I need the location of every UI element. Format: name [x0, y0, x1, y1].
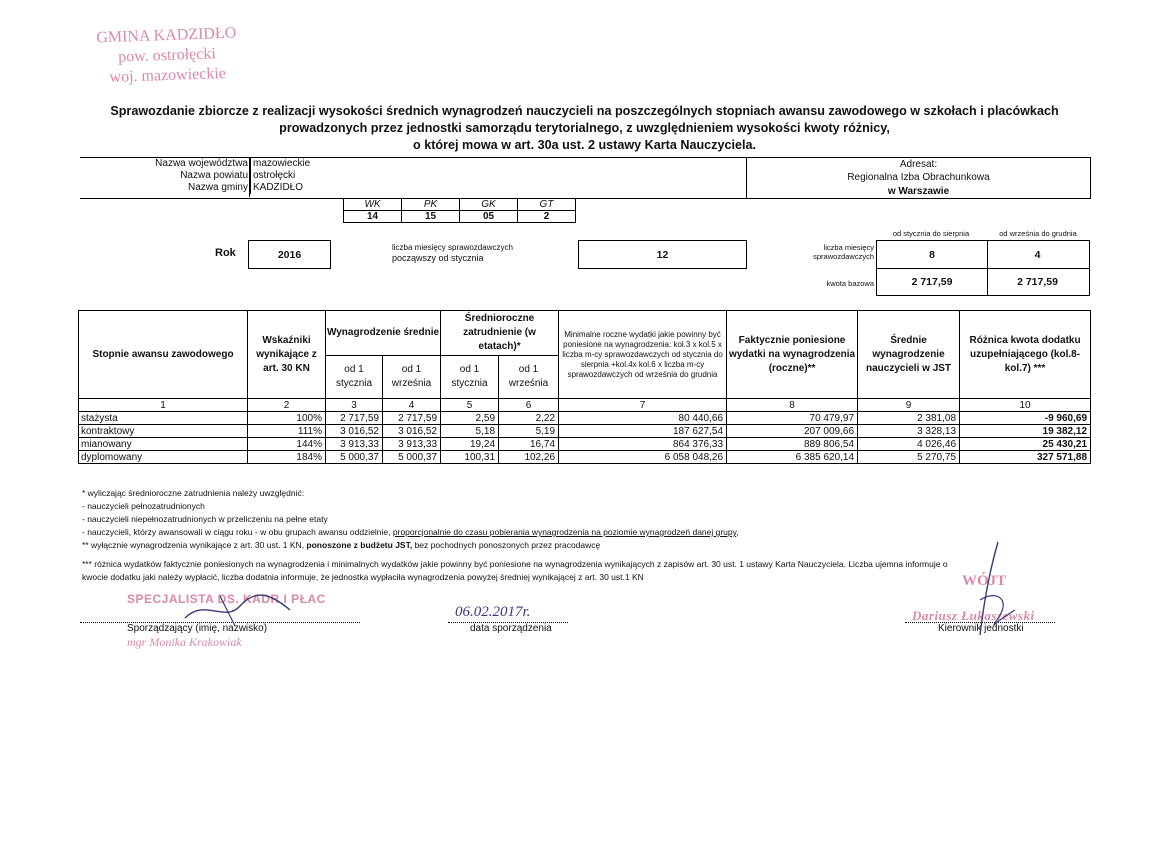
idx-8: 8: [727, 399, 858, 412]
cell: stażysta: [79, 412, 248, 425]
h-zatrudnienie: Średnioroczne zatrudnienie (w etatach)*: [441, 311, 559, 356]
months-value: 12: [578, 240, 747, 269]
cell: 2 717,59: [326, 412, 383, 425]
cell: 102,26: [499, 451, 559, 464]
codes-table: [343, 198, 576, 223]
woj-value: mazowieckie: [251, 158, 331, 170]
rok-label: Rok: [215, 247, 236, 259]
rb-months-1: 8: [876, 240, 988, 269]
note-5b: ponoszone z budżetu JST,: [306, 540, 413, 550]
idx-7: 7: [559, 399, 727, 412]
title-line-2: prowadzonych przez jednostki samorządu terytorialnego, z uwzględnieniem wysokości kwoty różnicy,: [279, 121, 890, 135]
cell: dyplomowany: [79, 451, 248, 464]
info-divider: [249, 157, 250, 197]
cell: 2,59: [441, 412, 499, 425]
cell: 2 717,59: [383, 412, 441, 425]
cell: 2,22: [499, 412, 559, 425]
note-4b: proporcjonalnie do czasu pobierania wynagrodzenia na poziomie wynagrodzeń danej grupy: [392, 527, 737, 537]
rb-kwota-2: 2 717,59: [986, 268, 1090, 296]
footnotes: [82, 487, 1092, 584]
stamp-line-1: GMINA KADZIDŁO: [96, 24, 237, 47]
h-od-1: od 1 stycznia: [326, 356, 383, 399]
cell: 5,18: [441, 425, 499, 438]
h-od-3: od 1 stycznia: [441, 356, 499, 399]
note-6: *** różnica wydatków faktycznie poniesionych na wynagrodzenia i minimalnych wydatków jakie powinny być poniesione na wynagrodzenia wynikających z zapisów art. 30 ust. 1 ustawy Karta Nauczyciela. Liczba ujemna informuje o: [82, 559, 948, 569]
h-roznica: Różnica kwota dodatku uzupełniającego (kol.8-kol.7) ***: [960, 311, 1091, 399]
cell: 19 382,12: [960, 425, 1091, 438]
rb-col1-header: od stycznia do sierpnia: [892, 229, 970, 238]
code-value-pk: 15: [402, 211, 460, 223]
cell: 100,31: [441, 451, 499, 464]
code-value-gk: 05: [460, 211, 518, 223]
code-header-gk: GK: [460, 199, 518, 211]
salary-table: [78, 310, 1091, 464]
note-4c: ,: [736, 527, 739, 537]
pow-value: ostrołęcki: [251, 170, 331, 182]
left-name-stamp: mgr Monika Krakowiak: [127, 635, 242, 649]
cell: 3 016,52: [326, 425, 383, 438]
date-handwritten: 06.02.2017r.: [455, 604, 531, 620]
cell: 3 913,33: [326, 438, 383, 451]
rb-months-2: 4: [986, 240, 1090, 269]
months-label-1: liczba miesięcy sprawozdawczych: [392, 243, 513, 252]
cell: 5 000,37: [326, 451, 383, 464]
title-line-1: Sprawozdanie zbiorcze z realizacji wysokości średnich wynagrodzeń nauczycieli na poszczególnych stopniach awansu zawodowego w szkołach i placówkach: [110, 104, 1059, 118]
cell: 6 058 048,26: [559, 451, 727, 464]
h-wynagrodzenie: Wynagrodzenie średnie: [326, 311, 441, 356]
months-label-2: począwszy od stycznia: [392, 253, 484, 263]
h-stopnie: Stopnie awansu zawodowego: [79, 311, 248, 399]
note-1: * wyliczając średnioroczne zatrudnienia należy uwzględnić:: [82, 488, 305, 498]
woj-label: Nazwa województwa: [155, 158, 248, 169]
months-label: [392, 243, 562, 263]
cell: mianowany: [79, 438, 248, 451]
cell: 207 009,66: [727, 425, 858, 438]
idx-4: 4: [383, 399, 441, 412]
cell: 184%: [248, 451, 326, 464]
h-od-4: od 1 września: [499, 356, 559, 399]
cell: 889 806,54: [727, 438, 858, 451]
cell: 111%: [248, 425, 326, 438]
code-value-wk: 14: [344, 211, 402, 223]
note-3: - nauczycieli niepełnozatrudnionych w przeliczeniu na pełne etaty: [82, 514, 328, 524]
mid-sig-label: data sporządzenia: [470, 623, 552, 634]
cell: 2 381,08: [858, 412, 960, 425]
code-header-gt: GT: [518, 199, 576, 211]
note-4a: - nauczycieli, którzy awansowali w ciągu roku - w obu grupach awansu oddzielnie,: [82, 527, 393, 537]
adresat-label: Adresat:: [899, 159, 938, 170]
right-signature: [960, 540, 1030, 640]
left-sig-label: Sporządzający (imię, nazwisko): [127, 623, 268, 634]
idx-6: 6: [499, 399, 559, 412]
cell: 6 385 620,14: [727, 451, 858, 464]
adresat-box: [746, 157, 1091, 199]
cell: 3 913,33: [383, 438, 441, 451]
rb-kwota-1: 2 717,59: [876, 268, 988, 296]
h-srednie: Średnie wynagrodzenie nauczycieli w JST: [858, 311, 960, 399]
h-minimalne: Minimalne roczne wydatki jakie powinny być poniesione na wynagrodzenia: kol.3 x kol.5 x liczba m-cy sprawozdawczych od stycznia do sierpnia +kol.4x kol.6 x liczba m-cy sprawozdawczych od września do grudnia: [559, 311, 727, 399]
h-wskazniki: Wskaźniki wynikające z art. 30 KN: [248, 311, 326, 399]
cell: -9 960,69: [960, 412, 1091, 425]
h-od-2: od 1 września: [383, 356, 441, 399]
table-row: [79, 451, 1091, 464]
gmina-value: KADZIDŁO: [251, 182, 331, 194]
cell: kontraktowy: [79, 425, 248, 438]
rb-months-label: liczba miesięcy sprawozdawczych: [813, 243, 874, 261]
cell: 70 479,97: [727, 412, 858, 425]
note-5c: bez pochodnych ponoszonych przez pracodawcę: [412, 540, 601, 550]
cell: 25 430,21: [960, 438, 1091, 451]
municipality-stamp: [91, 23, 243, 88]
cell: 16,74: [499, 438, 559, 451]
idx-3: 3: [326, 399, 383, 412]
idx-9: 9: [858, 399, 960, 412]
note-5a: ** wyłącznie wynagrodzenia wynikające z art. 30 ust. 1 KN,: [82, 540, 307, 550]
idx-2: 2: [248, 399, 326, 412]
left-signature: [180, 588, 300, 628]
table-row: [79, 438, 1091, 451]
title-line-3: o której mowa w art. 30a ust. 2 ustawy Karta Nauczyciela.: [413, 138, 756, 152]
cell: 19,24: [441, 438, 499, 451]
cell: 80 440,66: [559, 412, 727, 425]
right-sig-label: Kierownik jednostki: [938, 623, 1024, 634]
cell: 5,19: [499, 425, 559, 438]
info-block: [80, 157, 747, 199]
idx-1: 1: [79, 399, 248, 412]
table-row: [79, 425, 1091, 438]
cell: 5 270,75: [858, 451, 960, 464]
code-header-wk: WK: [344, 199, 402, 211]
cell: 864 376,33: [559, 438, 727, 451]
stamp-line-3: woj. mazowieckie: [109, 64, 227, 87]
idx-10: 10: [960, 399, 1091, 412]
rok-value: 2016: [248, 240, 331, 269]
note-7: kwocie dodatku jaki należy wypłacić, liczba dodatnia informuje, że jednostka wypłaciła wynagrodzenia powyżej średniej wynikającej z art. 30 ust.1 KN: [82, 572, 644, 582]
pow-label: Nazwa powiatu: [180, 170, 248, 181]
h-faktyczne: Faktycznie poniesione wydatki na wynagrodzenia (roczne)**: [727, 311, 858, 399]
stamp-line-2: pow. ostrołęcki: [117, 45, 217, 66]
adresat-line-2: w Warszawie: [887, 186, 950, 197]
table-row: [79, 412, 1091, 425]
rb-col2-header: od września do grudnia: [999, 229, 1077, 238]
cell: 327 571,88: [960, 451, 1091, 464]
report-title: [60, 103, 1109, 154]
note-2: - nauczycieli pełnozatrudnionych: [82, 501, 205, 511]
cell: 144%: [248, 438, 326, 451]
note-5: [82, 539, 1092, 552]
gmina-label: Nazwa gminy: [187, 182, 248, 193]
right-name-stamp: Dariusz Łukaszewski: [912, 608, 1035, 623]
cell: 100%: [248, 412, 326, 425]
idx-5: 5: [441, 399, 499, 412]
cell: 3 328,13: [858, 425, 960, 438]
note-4: [82, 526, 1092, 539]
rb-kwota-label: kwota bazowa: [826, 279, 874, 288]
cell: 187 627,54: [559, 425, 727, 438]
cell: 3 016,52: [383, 425, 441, 438]
left-stamp: SPECJALISTA DS. KADR I PŁAC: [127, 592, 326, 606]
code-value-gt: 2: [518, 211, 576, 223]
cell: 5 000,37: [383, 451, 441, 464]
code-header-pk: PK: [402, 199, 460, 211]
cell: 4 026,46: [858, 438, 960, 451]
right-stamp: WÓJT: [962, 573, 1007, 589]
adresat-line-1: Regionalna Izba Obrachunkowa: [847, 172, 990, 183]
